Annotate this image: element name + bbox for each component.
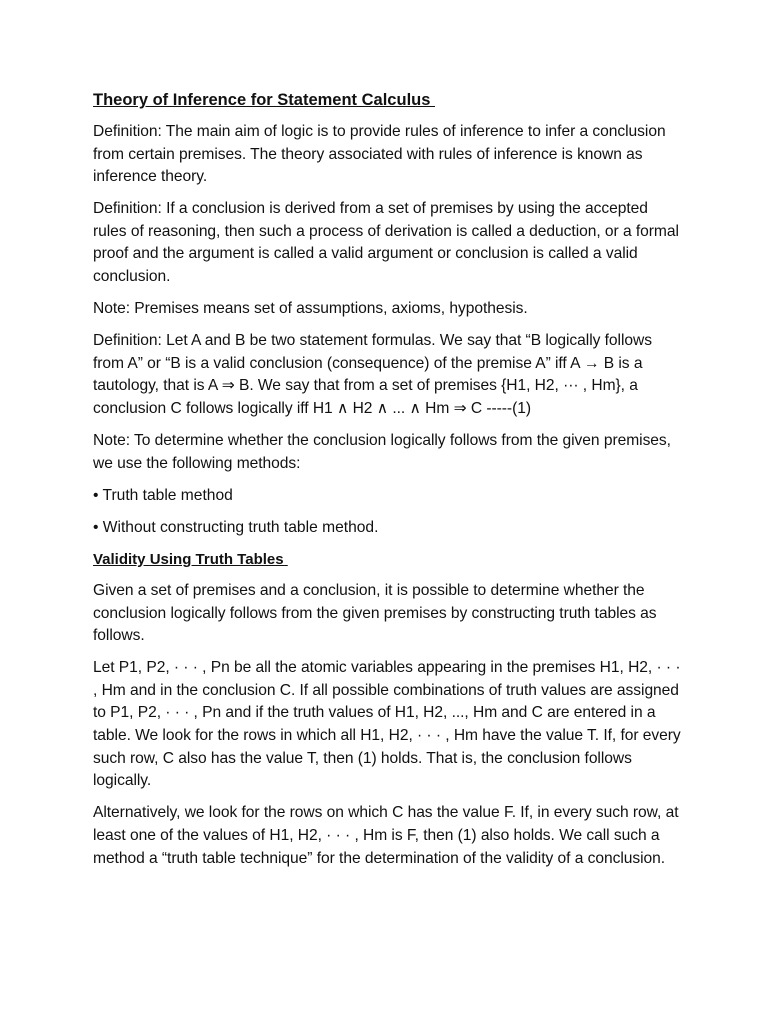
paragraph-note-premises: Note: Premises means set of assumptions, axioms, hypothesis. [93, 300, 528, 318]
paragraph-definition-deduction: Definition: If a conclusion is derived from a set of premises by using the accepted rules of reasoning, then such a process of derivation is called a deduction, or a formal proof and the argument is called a valid argument or conclusion is called a valid conclusion. [93, 200, 679, 286]
paragraph-note-methods: Note: To determine whether the conclusion logically follows from the given premises, we use the following methods: [93, 432, 671, 472]
paragraph-truth-table-intro: Given a set of premises and a conclusion, it is possible to determine whether the conclusion logically follows from the given premises by constructing truth tables as follows. [93, 582, 657, 645]
paragraph-truth-table-alternative: Alternatively, we look for the rows on which C has the value F. If, in every such row, at least one of the values of H1, H2, · · · , Hm is F, then (1) also holds. We call such a method a “truth table technique” for the determination of the validity of a conclusion. [93, 804, 679, 867]
paragraph-definition-inference: Definition: The main aim of logic is to provide rules of inference to infer a conclusion from certain premises. The theory associated with rules of inference is known as inference theory. [93, 123, 666, 186]
document-page [93, 89, 683, 880]
paragraph-definition-logical-follow: Definition: Let A and B be two statement formulas. We say that “B logically follows from A” or “B is a valid conclusion (consequence) of the premise A” iff A → B is a tautology, that is A ⇒ B. We say that from a set of premises {H1, H2, ··· , Hm}, a conclusion C follows logically iff H1 ∧ H2 ∧ ... ∧ Hm ⇒ C -----(1) [93, 332, 652, 418]
bullet-truth-table-method: • Truth table method [93, 486, 233, 504]
section-title: Validity Using Truth Tables [93, 551, 288, 568]
document-title: Theory of Inference for Statement Calculus [93, 91, 435, 109]
bullet-without-truth-table-method: • Without constructing truth table method. [93, 518, 379, 536]
paragraph-truth-table-procedure: Let P1, P2, · · · , Pn be all the atomic variables appearing in the premises H1, H2, · · · , Hm and in the conclusion C. If all possible combinations of truth values are assigned to P1, P2, · · · , Pn and if the truth values of H1, H2, ..., Hm and C are entered in a table. We look for the rows in which all H1, H2, · · · , Hm have the value T. If, for every such row, C also has the value T, then (1) holds. That is, the conclusion follows logically. [93, 659, 681, 790]
